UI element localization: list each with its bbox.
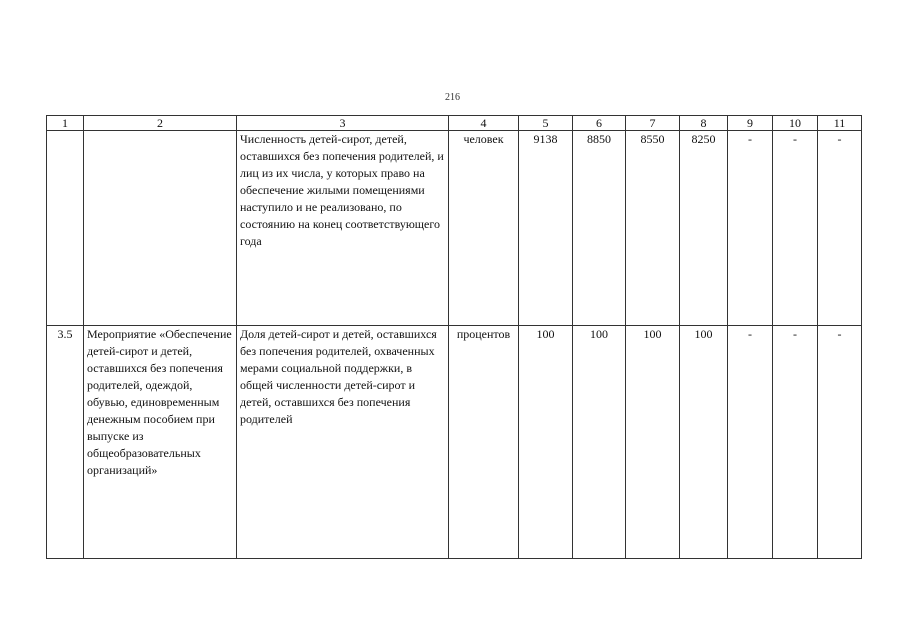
value-cell: 100 bbox=[680, 326, 728, 559]
row-number bbox=[47, 131, 84, 326]
column-header: 6 bbox=[573, 116, 626, 131]
unit-cell: человек bbox=[449, 131, 519, 326]
column-header: 2 bbox=[84, 116, 237, 131]
column-header: 9 bbox=[728, 116, 773, 131]
event-cell bbox=[84, 131, 237, 326]
value-cell: 100 bbox=[573, 326, 626, 559]
column-header: 10 bbox=[773, 116, 818, 131]
column-header: 5 bbox=[519, 116, 573, 131]
indicators-table bbox=[46, 115, 862, 559]
value-cell: 8550 bbox=[626, 131, 680, 326]
indicator-cell: Численность детей-сирот, детей, оставшихся без попечения родителей, и лиц из их числа, у которых право на обеспечение жилыми помещениями наступило и не реализовано, по состоянию на конец соответствующего года bbox=[237, 131, 449, 326]
value-cell: - bbox=[728, 326, 773, 559]
value-cell: - bbox=[773, 326, 818, 559]
column-header: 11 bbox=[818, 116, 862, 131]
value-cell: 9138 bbox=[519, 131, 573, 326]
column-header: 1 bbox=[47, 116, 84, 131]
value-cell: 100 bbox=[626, 326, 680, 559]
value-cell: 8850 bbox=[573, 131, 626, 326]
table-row bbox=[47, 131, 862, 326]
value-cell: 8250 bbox=[680, 131, 728, 326]
column-header: 8 bbox=[680, 116, 728, 131]
indicator-cell: Доля детей-сирот и детей, оставшихся без попечения родителей, охваченных мерами социальной поддержки, в общей численности детей-сирот и детей, оставшихся без попечения родителей bbox=[237, 326, 449, 559]
value-cell: 100 bbox=[519, 326, 573, 559]
event-cell: Мероприятие «Обеспечение детей-сирот и детей, оставшихся без попечения родителей, одеждой, обувью, единовременным денежным пособием при выпуске из общеобразовательных организаций» bbox=[84, 326, 237, 559]
unit-cell: процентов bbox=[449, 326, 519, 559]
column-header: 3 bbox=[237, 116, 449, 131]
header-row bbox=[47, 116, 862, 131]
value-cell: - bbox=[728, 131, 773, 326]
table-row bbox=[47, 326, 862, 559]
row-number: 3.5 bbox=[47, 326, 84, 559]
column-header: 4 bbox=[449, 116, 519, 131]
value-cell: - bbox=[773, 131, 818, 326]
column-header: 7 bbox=[626, 116, 680, 131]
value-cell: - bbox=[818, 326, 862, 559]
page-number: 216 bbox=[445, 92, 460, 103]
value-cell: - bbox=[818, 131, 862, 326]
